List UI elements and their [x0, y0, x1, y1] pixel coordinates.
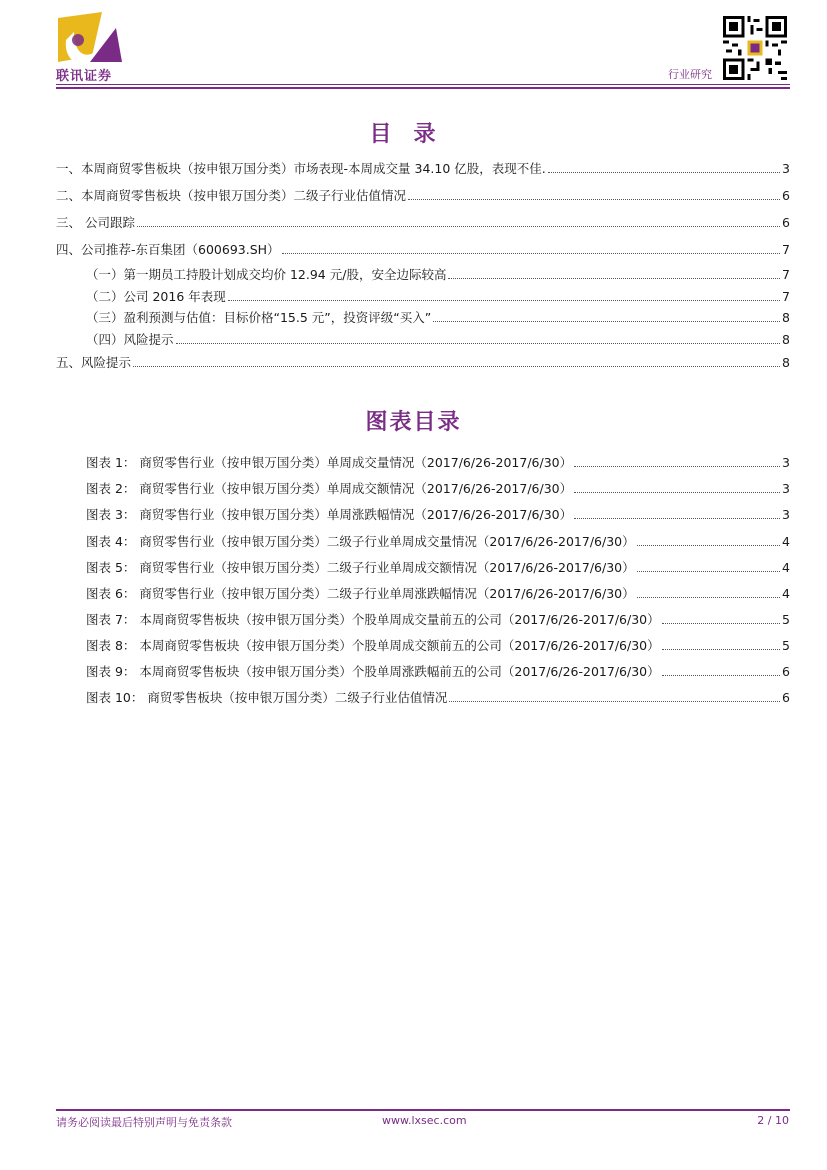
toc-entry[interactable] [56, 188, 790, 204]
leader-dots [574, 455, 780, 467]
toc-subentry[interactable] [86, 289, 790, 305]
figure-entry[interactable] [86, 690, 790, 706]
figure-entry-label: 图表 10： 商贸零售板块（按申银万国分类）二级子行业估值情况 [86, 690, 448, 705]
figure-entry[interactable] [86, 481, 790, 497]
figure-entry-page: 6 [782, 690, 790, 705]
report-category: 行业研究 [668, 68, 712, 81]
toc-entry-label: 四、公司推荐-东百集团（600693.SH） [56, 242, 280, 257]
toc-entry[interactable] [56, 161, 790, 177]
figure-entry-label: 图表 1： 商贸零售行业（按申银万国分类）单周成交量情况（2017/6/26-2017/6/30） [86, 455, 573, 470]
toc-entry-page: 8 [782, 332, 790, 347]
toc-entry-page: 7 [782, 242, 790, 257]
toc-subentry[interactable] [86, 310, 790, 326]
figure-entry-label: 图表 6： 商贸零售行业（按申银万国分类）二级子行业单周涨跌幅情况（2017/6/26-2017/6/30） [86, 586, 635, 601]
figure-entry-page: 6 [782, 664, 790, 679]
leader-dots [637, 586, 780, 598]
toc-title: 目录 [369, 122, 458, 147]
figure-entry-label: 图表 8： 本周商贸零售板块（按申银万国分类）个股单周成交额前五的公司（2017/6/26-2017/6/30） [86, 638, 660, 653]
leader-dots [662, 638, 780, 650]
toc-entry-page: 8 [782, 355, 790, 370]
figure-entry-label: 图表 3： 商贸零售行业（按申银万国分类）单周涨跌幅情况（2017/6/26-2017/6/30） [86, 507, 573, 522]
figure-entry[interactable] [86, 586, 790, 602]
toc-subentry[interactable] [86, 332, 790, 348]
figure-entry[interactable] [86, 664, 790, 680]
leader-dots [448, 267, 780, 279]
toc-entry-page: 7 [782, 289, 790, 304]
leader-dots [408, 188, 780, 200]
figure-entry[interactable] [86, 612, 790, 628]
page-number: 2 / 10 [757, 1114, 789, 1127]
leader-dots [282, 242, 781, 254]
leader-dots [662, 612, 780, 624]
toc-entry-page: 7 [782, 267, 790, 282]
figure-entry-page: 4 [782, 586, 790, 601]
toc-entry-label: 一、本周商贸零售板块（按申银万国分类）市场表现-本周成交量 34.10 亿股，表现不佳. [56, 161, 546, 176]
figure-entry-label: 图表 9： 本周商贸零售板块（按申银万国分类）个股单周涨跌幅前五的公司（2017/6/26-2017/6/30） [86, 664, 660, 679]
toc-subentry[interactable] [86, 267, 790, 283]
toc-entry-page: 6 [782, 188, 790, 203]
leader-dots [449, 690, 780, 702]
leader-dots [433, 310, 780, 322]
leader-dots [662, 664, 780, 676]
leader-dots [637, 534, 780, 546]
toc-entry[interactable] [56, 215, 790, 231]
figure-entry-label: 图表 5： 商贸零售行业（按申银万国分类）二级子行业单周成交额情况（2017/6/26-2017/6/30） [86, 560, 635, 575]
toc-entry-page: 6 [782, 215, 790, 230]
figure-entry[interactable] [86, 507, 790, 523]
figure-entry-page: 4 [782, 560, 790, 575]
figure-entry-page: 3 [782, 455, 790, 470]
toc-entry-label: 五、风险提示 [56, 355, 132, 370]
toc-entry-label: （三）盈利预测与估值：目标价格“15.5 元”，投资评级“买入” [86, 310, 432, 325]
page-header [0, 0, 827, 92]
toc-entry-page: 3 [782, 161, 790, 176]
header-divider [56, 87, 790, 89]
toc-entry-label: 二、本周商贸零售板块（按申银万国分类）二级子行业估值情况 [56, 188, 407, 203]
figure-entry-page: 3 [782, 481, 790, 496]
figure-entry-page: 4 [782, 534, 790, 549]
leader-dots [228, 289, 780, 301]
header-divider-thin [56, 84, 790, 85]
leader-dots [137, 215, 780, 227]
company-name: 联讯证券 [56, 69, 113, 84]
figure-entry-label: 图表 7： 本周商贸零售板块（按申银万国分类）个股单周成交量前五的公司（2017/6/26-2017/6/30） [86, 612, 660, 627]
leader-dots [548, 161, 780, 173]
leader-dots [176, 332, 781, 344]
toc-entry-label: 三、 公司跟踪 [56, 215, 135, 230]
footer-website-link[interactable]: www.lxsec.com [382, 1114, 467, 1127]
toc-entry-label: （四）风险提示 [86, 332, 174, 347]
leader-dots [574, 481, 780, 493]
leader-dots [133, 355, 780, 367]
figure-entry[interactable] [86, 638, 790, 654]
toc-entry[interactable] [56, 242, 790, 258]
figure-entry-page: 5 [782, 638, 790, 653]
figure-entry[interactable] [86, 455, 790, 471]
figure-entry-label: 图表 2： 商贸零售行业（按申银万国分类）单周成交额情况（2017/6/26-2017/6/30） [86, 481, 573, 496]
toc-entry[interactable] [56, 355, 790, 371]
figure-entry[interactable] [86, 534, 790, 550]
leader-dots [574, 507, 780, 519]
toc-entry-label: （一）第一期员工持股计划成交均价 12.94 元/股，安全边际较高 [86, 267, 447, 282]
toc-entry-page: 8 [782, 310, 790, 325]
leader-dots [637, 560, 780, 572]
figure-entry-label: 图表 4： 商贸零售行业（按申银万国分类）二级子行业单周成交量情况（2017/6/26-2017/6/30） [86, 534, 635, 549]
figure-entry-page: 3 [782, 507, 790, 522]
footer-divider [56, 1109, 790, 1111]
figure-entry[interactable] [86, 560, 790, 576]
footer-disclaimer: 请务必阅读最后特别声明与免责条款 [56, 1116, 232, 1129]
figure-entry-page: 5 [782, 612, 790, 627]
qr-code-icon [723, 16, 787, 80]
toc-entry-label: （二）公司 2016 年表现 [86, 289, 226, 304]
figure-index-title: 图表目录 [365, 410, 462, 435]
